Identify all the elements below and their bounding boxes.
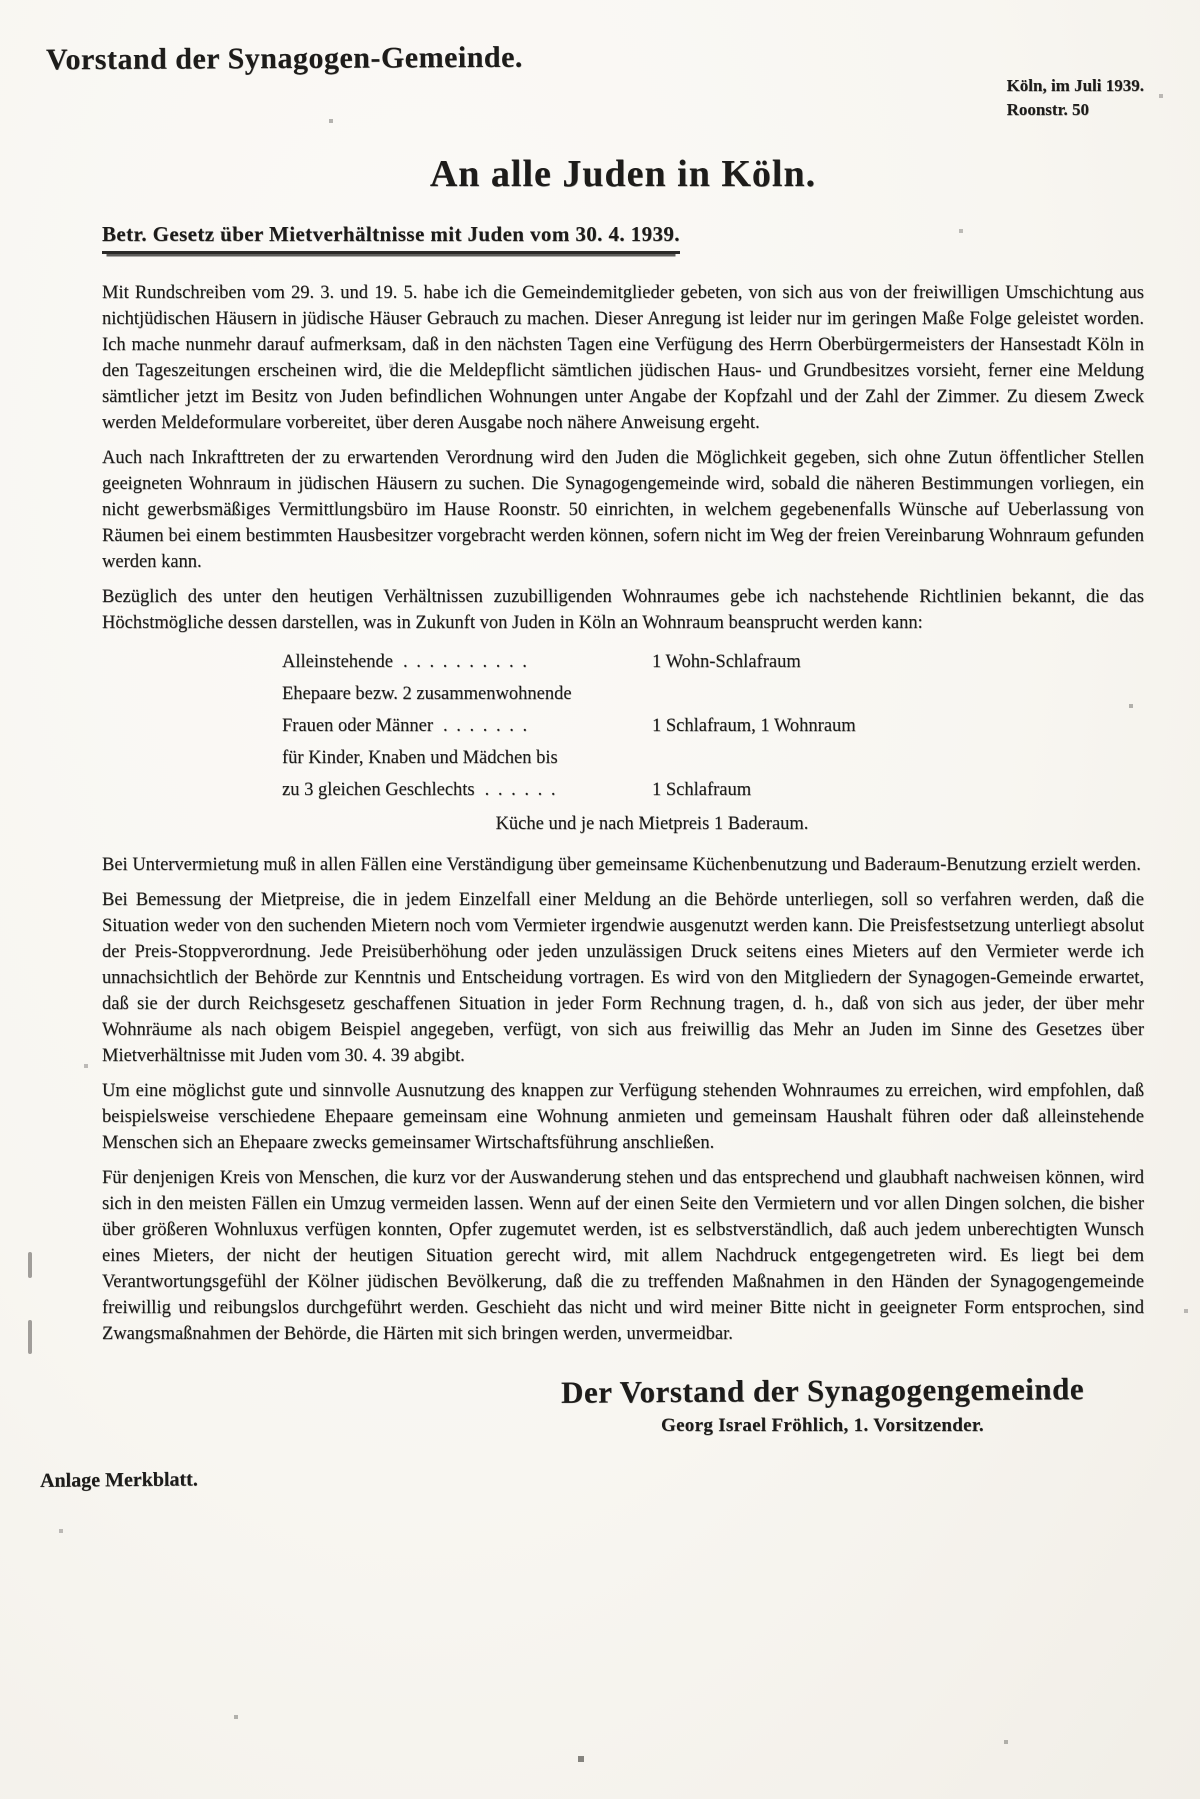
paragraph: Bei Bemessung der Mietpreise, die in jedem Einzelfall einer Meldung an die Behörde unterliegen, soll so verfahren werden, daß die Situation weder von den suchenden Mietern noch vom Vermieter irgendwie ausgenutzt werden kann. Die Preisfestsetzung unterliegt absolut der Preis-Stoppverordnung. Jede Preisüberhöhung oder jeden unzulässigen Druck seitens eines Mieters auf den Vermieter werde ich unnachsichtlich der Behörde zur Kenntnis und Entscheidung vortragen. Es wird von den Mitgliedern der Synagogen-Gemeinde erwartet, daß sie der durch Reichsgesetz geschaffenen Situation in jeder Form Rechnung tragen, d. h., daß von sich aus jeder, der über mehr Wohnräume als nach obigem Beispiel angegeben, verfügt, von sich aus freiwillig das Mehr an Juden im Sinne des Gesetzes über Mietverhältnisse mit Juden vom 30. 4. 39 abgibt. xyxy=(102,890,1144,1066)
attachment-note: Anlage Merkblatt. xyxy=(39,1468,198,1492)
allocation-label: Alleinstehende . . . . . . . . . . xyxy=(282,652,529,672)
subject-line: Betr. Gesetz über Mietverhältnisse mit Juden vom 30. 4. 1939. xyxy=(102,222,680,254)
sender-name: Vorstand der Synagogen-Gemeinde. xyxy=(45,40,523,77)
place-date-text: Köln, im Juli 1939. xyxy=(1006,76,1144,95)
allocation-row xyxy=(282,646,1022,678)
allocation-table xyxy=(282,646,1022,840)
dot-leader: . . . . . . . . . . xyxy=(402,652,529,672)
dot-leader: . . . . . . xyxy=(484,780,558,800)
letter-body xyxy=(102,280,1144,1347)
allocation-row xyxy=(282,774,1022,806)
paragraph: Bei Untervermietung muß in allen Fällen eine Verständigung über gemeinsame Küchenbenutzung und Baderaum-Benutzung erzielt werden. xyxy=(102,855,1141,875)
allocation-label: zu 3 gleichen Geschlechts . . . . . . xyxy=(282,780,558,800)
paragraph: Bezüglich des unter den heutigen Verhältnissen zuzubilligenden Wohnraumes gebe ich nachstehende Richtlinien bekannt, die das Höchstmögliche dessen darstellen, was in Zukunft von Juden in Köln an Wohnraum beansprucht werden kann: xyxy=(102,587,1144,633)
allocation-value xyxy=(652,742,1022,774)
allocation-value xyxy=(652,678,1022,710)
allocation-value: 1 Schlafraum xyxy=(652,780,752,800)
paragraph: Auch nach Inkrafttreten der zu erwartenden Verordnung wird den Juden die Möglichkeit gegeben, sich ohne Zutun öffentlicher Stellen geeigneten Wohnraum in jüdischen Häusern zu suchen. Die Synagogengemeinde wird, sobald die näheren Bestimmungen vorliegen, ein nicht gewerbsmäßiges Vermittlungsbüro im Hause Roonstr. 50 einrichten, in welchem gegebenenfalls Wünsche auf Ueberlassung von Räumen bei einem bestimmten Hausbesitzer vorgebracht werden können, sofern nicht im Weg der freien Vereinbarung Wohnraum gefunden werden kann. xyxy=(102,448,1144,572)
scan-noise xyxy=(0,0,2,2)
allocation-row xyxy=(282,678,1022,710)
scan-smudge xyxy=(28,1252,32,1278)
letter-header xyxy=(45,40,1144,122)
allocation-label: Frauen oder Männer . . . . . . . xyxy=(282,716,530,736)
subject-wrap xyxy=(102,222,1144,254)
paragraph: Mit Rundschreiben vom 29. 3. und 19. 5. habe ich die Gemeindemitglieder gebeten, von sich aus von der freiwilligen Umschichtung aus nichtjüdischen Häusern in jüdische Häuser Gebrauch zu machen. Dieser Anregung ist leider nur im geringen Maße Folge geleistet worden. Ich mache nunmehr darauf aufmerksam, daß in den nächsten Tagen eine Verfügung des Herrn Oberbürgermeisters der Hansestadt Köln in den Tageszeitungen erscheinen wird, die die Meldepflicht sämtlichen jüdischen Haus- und Grundbesitzes vorsieht, ferner eine Meldung sämtlicher jetzt im Besitz von Juden befindlichen Wohnungen unter Angabe der Kopfzahl und der Zahl der Zimmer. Zu diesem Zweck werden Meldeformulare vorbereitet, über deren Ausgabe noch nähere Anweisung ergeht. xyxy=(102,283,1144,433)
scan-smudge xyxy=(28,1320,32,1354)
allocation-label: Ehepaare bezw. 2 zusammenwohnende xyxy=(282,684,572,704)
allocation-value: 1 Schlafraum, 1 Wohnraum xyxy=(652,716,856,736)
allocation-row xyxy=(282,742,1022,774)
allocation-value: 1 Wohn-Schlafraum xyxy=(652,652,801,672)
signature-organization: Der Vorstand der Synagogengemeinde xyxy=(560,1371,1085,1410)
dateline xyxy=(1007,74,1144,122)
signature-block xyxy=(561,1373,1084,1437)
allocation-row xyxy=(282,710,1022,742)
allocation-footer: Küche und je nach Mietpreis 1 Baderaum. xyxy=(495,814,809,834)
allocation-label: für Kinder, Knaben und Mädchen bis xyxy=(282,748,558,768)
address-text: Roonstr. 50 xyxy=(1006,100,1090,119)
paragraph: Für denjenigen Kreis von Menschen, die kurz vor der Auswanderung stehen und das entsprechend und glaubhaft nachweisen können, wird sich in den meisten Fällen ein Umzug vermeiden lassen. Wenn auf der einen Seite den Vermietern und vor allen Dingen solchen, die bisher über größeren Wohnluxus verfügen konnten, Opfer zugemutet werden, ist es selbstverständlich, daß auch jedem unberechtigten Wunsch eines Mieters, der nicht der heutigen Situation gerecht wird, mit allem Nachdruck entgegengetreten wird. Es liegt bei dem Verantwortungsgefühl der Kölner jüdischen Bevölkerung, daß die zu treffenden Maßnahmen in den Händen der Synagogengemeinde freiwillig und reibungslos durchgeführt werden. Geschieht das nicht und wird meiner Bitte nicht in geeigneter Form entsprochen, sind Zwangsmaßnahmen der Behörde, die Härten mit sich bringen werden, unvermeidbar. xyxy=(102,1168,1144,1344)
paragraph: Um eine möglichst gute und sinnvolle Ausnutzung des knappen zur Verfügung stehenden Wohnraumes zu erreichen, wird empfohlen, daß beispielsweise verschiedene Ehepaare gemeinsam eine Wohnung anmieten und gemeinsam Haushalt führen oder daß alleinstehende Menschen sich an Ehepaare zwecks gemeinsamer Wirtschaftsführung anschließen. xyxy=(102,1081,1144,1153)
letter-title: An alle Juden in Köln. xyxy=(429,153,817,195)
signature-name: Georg Israel Fröhlich, 1. Vorsitzender. xyxy=(661,1415,984,1436)
dot-leader: . . . . . . . xyxy=(443,716,530,736)
